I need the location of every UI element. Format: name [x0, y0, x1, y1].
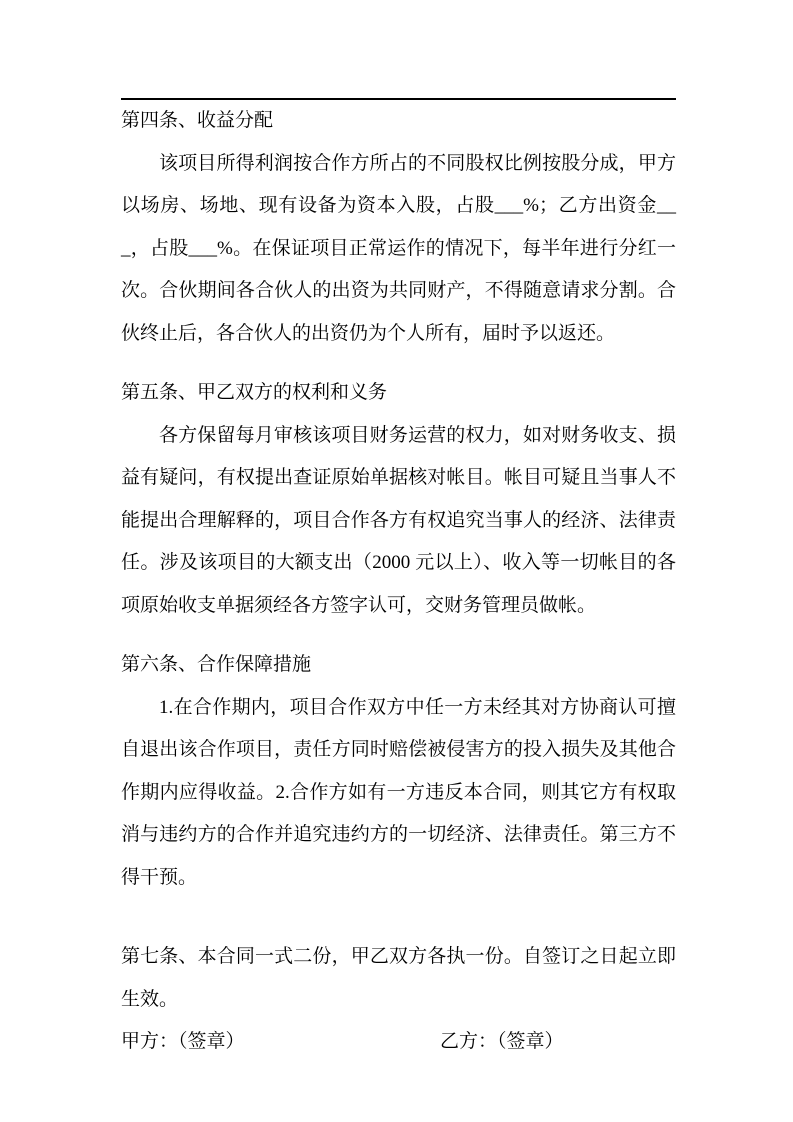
- clause-4-paragraph: 该项目所得利润按合作方所占的不同股权比例按股分成，甲方以场房、场地、现有设备为资本入股，占股___%；乙方出资金___，占股___%。在保证项目正常运作的情况下，每半年进行分红一次。合伙期间各合伙人的出资为共同财产，不得随意请求分割。合伙终止后，各合伙人的出资仍为个人所有，届时予以返还。: [121, 152, 676, 344]
- party-a-signature-label: 甲方：（签章）: [121, 1031, 245, 1052]
- clause-5-heading: 第五条、甲乙双方的权利和义务: [121, 382, 388, 403]
- clause-6-paragraph: 1.在合作期内，项目合作双方中任一方未经其对方协商认可擅自退出该合作项目，责任方同时赔偿被侵害方的投入损失及其他合作期内应得收益。2.合作方如有一方违反本合同，则其它方有权取消与违约方的合作并追究违约方的一切经济、法律责任。第三方不得干预。: [121, 696, 676, 888]
- clause-6-heading: 第六条、合作保障措施: [121, 654, 312, 675]
- clause-5-paragraph: 各方保留每月审核该项目财务运营的权力，如对财务收支、损益有疑问，有权提出查证原始单据核对帐目。帐目可疑且当事人不能提出合理解释的，项目合作各方有权追究当事人的经济、法律责任。涉及该项目的大额支出（2000 元以上）、收入等一切帐目的各项原始收支单据须经各方签字认可，交财务管理员做帐。: [121, 424, 676, 616]
- clause-4-heading: 第四条、收益分配: [121, 110, 274, 131]
- clause-7-paragraph: 第七条、本合同一式二份，甲乙双方各执一份。自签订之日起立即生效。: [121, 946, 676, 1010]
- signature-row: [121, 1021, 676, 1064]
- party-b-signature-label: 乙方：（签章）: [440, 1031, 564, 1052]
